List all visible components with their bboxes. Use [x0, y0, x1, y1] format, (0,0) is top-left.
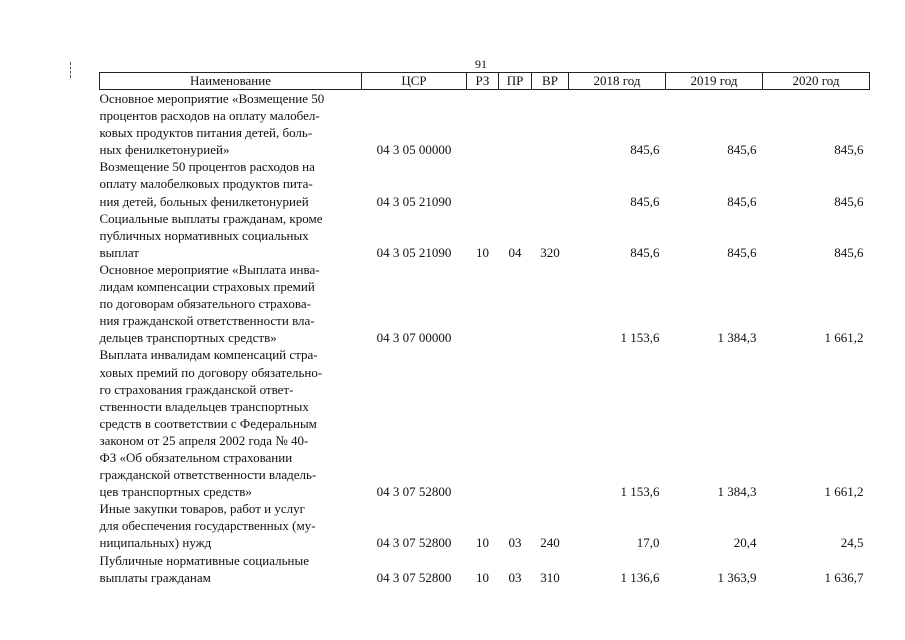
row-vr — [532, 158, 569, 209]
row-rz: 10 — [476, 535, 489, 551]
row-vr — [532, 261, 569, 346]
row-2018: 845,6 — [630, 142, 660, 158]
table-row — [100, 90, 870, 159]
row-name-line: лидам компенсации страховых премий — [99, 279, 315, 295]
row-rz — [467, 90, 499, 159]
row-name-line: ковых продуктов питания детей, боль- — [99, 125, 313, 141]
row-vr — [532, 346, 569, 500]
row-name-line: Социальные выплаты гражданам, кроме — [99, 210, 323, 226]
row-name-line: ниципальных) нужд — [99, 535, 212, 551]
row-csr: 04 3 07 52800 — [376, 569, 452, 585]
row-name-line: процентов расходов на оплату малобел- — [99, 108, 320, 124]
table-row — [100, 552, 870, 586]
row-name-line: ных фенилкетонурией» — [99, 142, 230, 158]
row-2019: 845,6 — [727, 244, 757, 260]
row-name — [100, 90, 362, 159]
header-name: Наименование — [100, 73, 362, 90]
row-name-line: Иные закупки товаров, работ и услуг — [99, 501, 305, 517]
row-name-line: Основное мероприятие «Выплата инва- — [99, 261, 320, 277]
row-name — [100, 210, 362, 261]
table-row — [100, 158, 870, 209]
row-2018: 17,0 — [636, 535, 660, 551]
row-name — [100, 158, 362, 209]
row-name — [100, 552, 362, 586]
row-rz — [467, 346, 499, 500]
row-name-line: Возмещение 50 процентов расходов на — [99, 159, 315, 175]
row-2019: 20,4 — [733, 535, 757, 551]
row-2018: 845,6 — [630, 193, 660, 209]
row-csr: 04 3 05 21090 — [376, 193, 452, 209]
row-name — [100, 500, 362, 551]
row-pr — [499, 261, 532, 346]
header-rz: РЗ — [467, 73, 499, 90]
row-csr: 04 3 05 21090 — [376, 244, 452, 260]
row-pr — [499, 158, 532, 209]
row-pr — [499, 346, 532, 500]
row-name-line: дельцев транспортных средств» — [99, 330, 277, 346]
row-name-line: Публичные нормативные социальные — [99, 552, 309, 568]
row-2020: 845,6 — [834, 193, 864, 209]
row-pr: 04 — [508, 244, 522, 260]
table-row — [100, 500, 870, 551]
row-csr: 04 3 05 00000 — [376, 142, 452, 158]
row-name-line: Выплата инвалидам компенсаций стра- — [99, 347, 318, 363]
row-name-line: по договорам обязательного страхова- — [99, 296, 311, 312]
row-2020: 845,6 — [834, 142, 864, 158]
row-pr: 03 — [508, 569, 522, 585]
header-vr: ВР — [532, 73, 569, 90]
row-2019: 1 363,9 — [717, 569, 757, 585]
row-csr: 04 3 07 52800 — [376, 484, 452, 500]
header-2019: 2019 год — [666, 73, 763, 90]
row-rz: 10 — [476, 244, 489, 260]
row-name-line: для обеспечения государственных (му- — [99, 518, 316, 534]
header-2018: 2018 год — [569, 73, 666, 90]
row-name-line: публичных нормативных социальных — [99, 227, 309, 243]
row-vr: 320 — [540, 244, 560, 260]
row-2018: 1 136,6 — [620, 569, 660, 585]
table-row — [100, 261, 870, 346]
row-vr: 310 — [540, 569, 560, 585]
row-name-line: ховых премий по договору обязательно- — [99, 364, 323, 380]
budget-table — [99, 72, 870, 586]
margin-mark — [70, 62, 73, 78]
row-name-line: оплату малобелковых продуктов пита- — [99, 176, 313, 192]
row-name-line: выплат — [99, 244, 139, 260]
header-pr: ПР — [499, 73, 532, 90]
row-name — [100, 346, 362, 500]
row-pr — [499, 90, 532, 159]
row-name-line: Основное мероприятие «Возмещение 50 — [99, 91, 325, 106]
row-name-line: выплаты гражданам — [99, 569, 211, 585]
row-2019: 1 384,3 — [717, 330, 757, 346]
table-row — [100, 210, 870, 261]
table-body — [100, 90, 870, 586]
table-row — [100, 346, 870, 500]
row-csr: 04 3 07 52800 — [376, 535, 452, 551]
row-name-line: гражданской ответственности владель- — [99, 467, 317, 483]
row-name-line: законом от 25 апреля 2002 года № 40- — [99, 432, 309, 448]
row-2020: 845,6 — [834, 244, 864, 260]
header-csr: ЦСР — [362, 73, 467, 90]
row-name — [100, 261, 362, 346]
row-name-line: ФЗ «Об обязательном страховании — [99, 449, 293, 465]
row-vr — [532, 90, 569, 159]
row-name-line: ния гражданской ответственности вла- — [99, 313, 315, 329]
row-2019: 1 384,3 — [717, 484, 757, 500]
row-rz — [467, 261, 499, 346]
row-name-line: го страхования гражданской ответ- — [99, 381, 294, 397]
table-header-row — [100, 73, 870, 90]
row-vr: 240 — [540, 535, 560, 551]
row-csr: 04 3 07 00000 — [376, 330, 452, 346]
header-2020: 2020 год — [763, 73, 870, 90]
row-name-line: ния детей, больных фенилкетонурией — [99, 193, 309, 209]
row-2018: 1 153,6 — [620, 330, 660, 346]
page-number: 91 — [475, 57, 487, 71]
row-rz — [467, 158, 499, 209]
row-pr: 03 — [508, 535, 522, 551]
row-name-line: средств в соответствии с Федеральным — [99, 415, 317, 431]
row-name-line: ственности владельцев транспортных — [99, 398, 309, 414]
row-2020: 1 661,2 — [824, 484, 864, 500]
row-2020: 1 661,2 — [824, 330, 864, 346]
row-2018: 1 153,6 — [620, 484, 660, 500]
row-rz: 10 — [476, 569, 489, 585]
row-2020: 1 636,7 — [824, 569, 864, 585]
row-2019: 845,6 — [727, 142, 757, 158]
row-2019: 845,6 — [727, 193, 757, 209]
row-2018: 845,6 — [630, 244, 660, 260]
row-2020: 24,5 — [840, 535, 864, 551]
row-name-line: цев транспортных средств» — [99, 484, 252, 500]
